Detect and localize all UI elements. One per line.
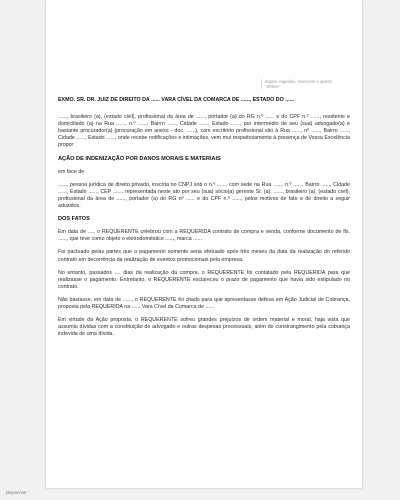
intro-paragraph: ......, brasileiro (a), (estado civil), profissional da área de ......, portador (a) do RG n.º ...... e do CPF n.º ......, residente e domiciliado (a) na Rua ......, n.º ......, Bairro ......, Cidade ......, Estado ......, por intermédio de seu (sua) advogado(a) e bastante procurador(a) (procuração em anexo - doc. ......), com escritório profissional sito à Rua ......, nº ......, Bairro ......, Cidade ......, Estado ......, onde recebe notificações e intimações, vem mui respeitosamente à presença de Vossa Excelência propor [58, 114, 350, 149]
action-title: AÇÃO DE INDENIZAÇÃO POR DANOS MORAIS E MATERIAIS [58, 155, 221, 162]
against-text: em face de [58, 168, 85, 175]
defendant-paragraph: ......, pessoa jurídica de direito privado, inscrita no CNPJ sob o n.º ......, com sede na Rua ......, n.º ......, Bairro ......, Cidade ......, Estado ......, CEP ......, representada neste ato por seu (sua) sócio(a) gerente Sr. (a). ......, brasileiro (a), (estado civil), profissional da área de ......, portador (a) do RG nº ...... e do CPF n.º ......, pelos motivos de fato e de direito a seguir aduzidos. [58, 181, 350, 210]
document-page [46, 0, 362, 488]
footer-label: Disponível [6, 490, 27, 495]
facts-paragraph: Não bastasse, em data de ......, o REQUERENTE foi citado para que apresentasse defesa em Ação Judicial de Cobrança, proposta pela REQUERIDA na ...... Vara Cível da Comarca de ...... [58, 296, 350, 310]
facts-paragraph: Foi pactuado pelas partes que o pagamento somente seria efetuado após três meses da data da realização do referido contrato em decorrência da realização de eventos promocionais pela empresa. [58, 249, 350, 263]
document-body [58, 97, 350, 344]
facts-paragraph: Em data de ...., o REQUERENTE celebrou com a REQUERIDA contrato de compra e venda, conforme documento de fls. ......, que teve como objeto o eletrodoméstico ......, marca ...... [58, 229, 350, 243]
facts-paragraph: No entanto, passados .... dias da realização da compra, o REQUERENTE foi contatado pela REQUERIDA para que realizasse o pagamento. Entretanto, o REQUERENTE esclareceu o prazo de pagamento que havia sido estipulado no contrato. [58, 269, 350, 290]
facts-paragraph: Em virtude da Ação proposta, o REQUERENTE sofreu grandes prejuízos de ordem material e moral, haja vista que assumiu dívidas com a constituição de advogado e outras despesas processuais, além do constrangimento pela cobrança indevida de uma dívida. [58, 317, 350, 338]
facts-title: DOS FATOS [58, 216, 90, 223]
instruction-note: depois seguidos, selecione o aperte "Delete" [261, 79, 341, 89]
addressee: EXMO. SR. DR. JUIZ DE DIREITO DA ...... VARA CÍVEL DA COMARCA DE ......, ESTADO DO ...... [58, 97, 295, 103]
